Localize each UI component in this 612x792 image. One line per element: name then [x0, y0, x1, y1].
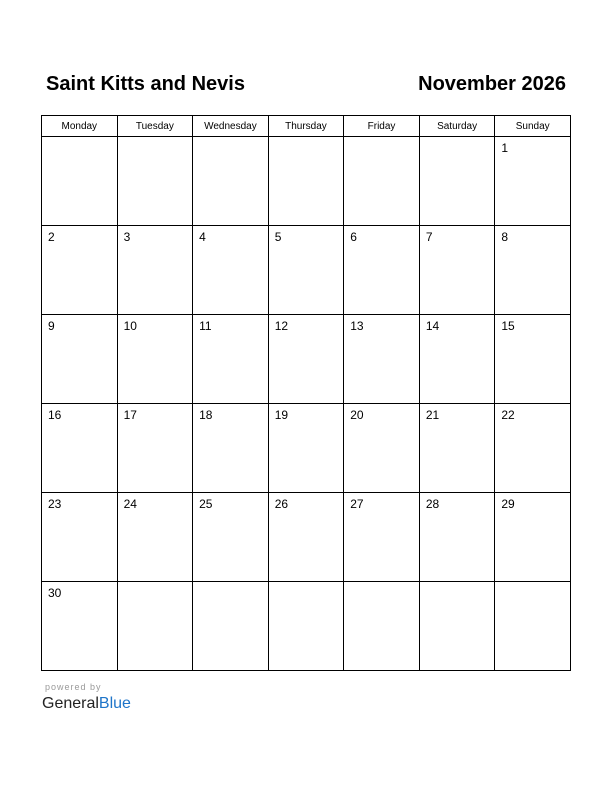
day-cell [419, 404, 495, 493]
weekday-header: Monday [42, 116, 118, 137]
day-cell [42, 226, 118, 315]
day-number [420, 582, 495, 586]
day-number: 25 [199, 497, 213, 511]
day-number: 10 [123, 319, 137, 333]
day-cell [495, 582, 571, 671]
day-number: 11 [199, 319, 212, 333]
week-row [42, 137, 571, 226]
day-cell [42, 315, 118, 404]
day-number: 1 [501, 141, 509, 155]
day-cell [193, 493, 269, 582]
day-cell [344, 226, 420, 315]
day-number: 15 [501, 319, 515, 333]
day-cell [42, 404, 118, 493]
day-cell [268, 582, 344, 671]
day-cell [268, 493, 344, 582]
day-cell [344, 315, 420, 404]
day-cell [268, 137, 344, 226]
day-number: 20 [350, 408, 364, 422]
day-cell [117, 493, 193, 582]
day-cell [495, 493, 571, 582]
day-cell [193, 404, 269, 493]
day-cell [344, 582, 420, 671]
day-number [193, 582, 268, 586]
day-cell [117, 315, 193, 404]
day-number [344, 582, 419, 586]
day-cell [419, 137, 495, 226]
week-row [42, 404, 571, 493]
day-cell [42, 582, 118, 671]
day-cell [193, 137, 269, 226]
day-cell [495, 137, 571, 226]
calendar-grid [41, 115, 571, 671]
day-cell [495, 404, 571, 493]
day-number: 6 [350, 230, 357, 244]
day-cell [419, 582, 495, 671]
weekday-header: Sunday [495, 116, 571, 137]
day-cell [42, 493, 118, 582]
day-number: 3 [123, 230, 131, 244]
week-row [42, 582, 571, 671]
week-row [42, 493, 571, 582]
day-cell [117, 404, 193, 493]
day-cell [495, 315, 571, 404]
day-number [118, 582, 193, 586]
day-number: 14 [425, 319, 440, 333]
day-cell [419, 493, 495, 582]
day-number: 21 [425, 408, 440, 422]
day-number: 7 [425, 230, 433, 244]
weekday-header: Saturday [419, 116, 495, 137]
day-cell [344, 137, 420, 226]
day-cell [117, 137, 193, 226]
day-number [269, 137, 344, 141]
day-number: 18 [199, 408, 213, 422]
day-number: 22 [501, 408, 515, 422]
brand-blue-text: Blue [98, 695, 131, 712]
day-cell [419, 315, 495, 404]
day-number: 5 [274, 230, 282, 244]
day-cell [193, 226, 269, 315]
day-number: 2 [48, 230, 55, 244]
day-number: 4 [199, 230, 206, 244]
weekday-header: Tuesday [117, 116, 193, 137]
day-number: 9 [48, 319, 55, 333]
day-cell [268, 226, 344, 315]
day-number [269, 582, 344, 586]
brand-logo[interactable] [42, 694, 131, 714]
day-number [42, 137, 117, 141]
day-cell [268, 404, 344, 493]
day-cell [419, 226, 495, 315]
week-row [42, 226, 571, 315]
calendar-month-title: November 2026 [418, 73, 566, 95]
day-number: 24 [123, 497, 137, 511]
footer-branding [42, 682, 131, 714]
day-cell [193, 315, 269, 404]
day-number [344, 137, 419, 141]
weekday-header: Friday [344, 116, 420, 137]
day-cell [268, 315, 344, 404]
weekday-header: Wednesday [193, 116, 269, 137]
day-number: 28 [425, 497, 440, 511]
day-number [420, 137, 495, 141]
day-number: 12 [274, 319, 289, 333]
day-number: 19 [274, 408, 289, 422]
day-number: 30 [48, 586, 62, 600]
day-number [495, 582, 570, 586]
day-number [193, 137, 268, 141]
day-number: 16 [48, 408, 62, 422]
brand-general-text: General [42, 695, 99, 712]
day-number: 26 [274, 497, 289, 511]
calendar-country-title: Saint Kitts and Nevis [46, 73, 245, 95]
day-number: 27 [350, 497, 364, 511]
day-cell [117, 582, 193, 671]
day-number [118, 137, 193, 141]
day-number: 8 [501, 230, 509, 244]
day-number: 23 [48, 497, 62, 511]
day-number: 17 [123, 408, 137, 422]
day-cell [344, 493, 420, 582]
powered-by-label: powered by [45, 682, 102, 692]
week-row [42, 315, 571, 404]
day-cell [193, 582, 269, 671]
day-cell [344, 404, 420, 493]
day-number: 29 [501, 497, 515, 511]
day-number: 13 [350, 319, 364, 333]
weekday-header-row [42, 116, 571, 137]
day-cell [42, 137, 118, 226]
weekday-header: Thursday [268, 116, 344, 137]
day-cell [117, 226, 193, 315]
day-cell [495, 226, 571, 315]
